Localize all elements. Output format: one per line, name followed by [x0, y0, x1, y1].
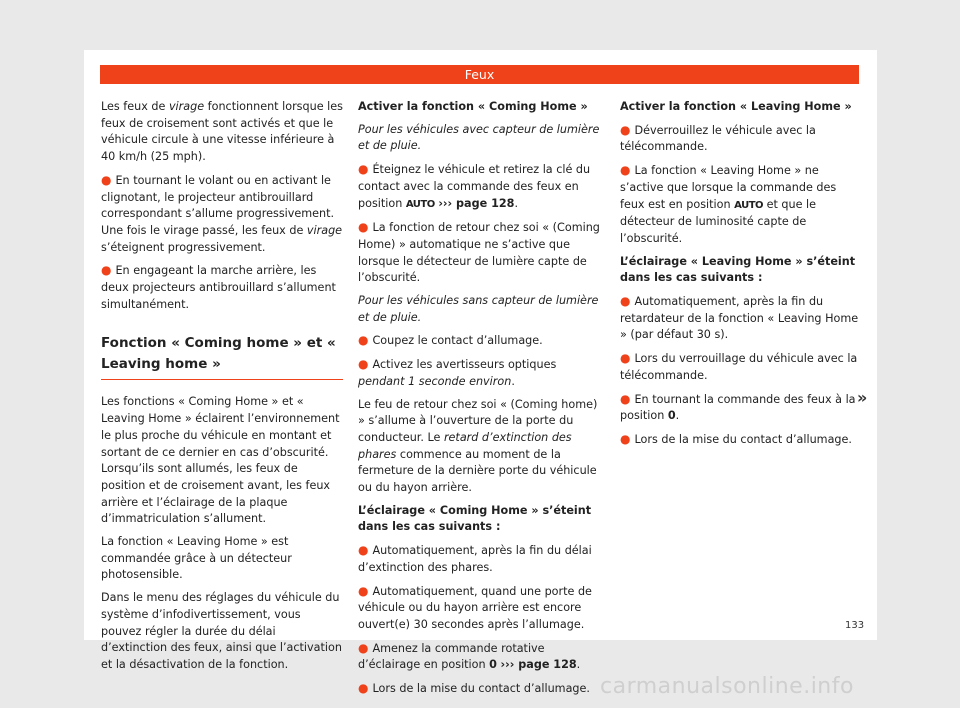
- column-3: [620, 99, 860, 455]
- list-item: ● Déverrouillez le véhicule avec la télécommande.: [620, 122, 816, 154]
- bullet-icon: ●: [620, 391, 631, 406]
- subheading: L’éclairage « Leaving Home » s’éteint dans les cas suivants :: [620, 254, 856, 285]
- column-1: [101, 99, 343, 680]
- bullet-icon: ●: [620, 122, 631, 137]
- column-2: [358, 99, 603, 704]
- page-reference-link[interactable]: ››› page 128: [500, 658, 577, 672]
- subheading: L’éclairage « Coming Home » s’éteint dans les cas suivants :: [358, 503, 592, 534]
- continue-marker: »: [857, 388, 868, 407]
- bullet-icon: ●: [358, 220, 369, 235]
- bullet-icon: ●: [101, 172, 112, 187]
- paragraph: Le feu de retour chez soi « (Coming home) » s’allume à l’ouverture de la porte du conducteur. Le retard d’extinction des phares commence au moment de la fermeture de la dernière porte du véhicule ou du hayon arrière.: [358, 397, 598, 495]
- bullet-icon: ●: [358, 357, 369, 372]
- list-item: ● Automatiquement, quand une porte de véhicule ou du hayon arrière est encore ouvert(e) 30 secondes après l’allumage.: [358, 583, 592, 631]
- bullet-icon: ●: [620, 351, 631, 366]
- paragraph: Les fonctions « Coming Home » et « Leaving Home » éclairent l’environnement le plus proche du véhicule en montant et sortant de ce dernier en cas d’obscurité. Lorsqu’ils sont allumés, les feux de position et de croisement avant, les feux arrière et l’éclairage de la plaque d’immatriculation s’allument.: [101, 395, 340, 526]
- intro-paragraph: Les feux de virage fonctionnent lorsque les feux de croisement sont activés et que le véhicule circule à une vitesse inférieure à 40 km/h (25 mph).: [101, 100, 343, 164]
- bullet-icon: ●: [358, 583, 369, 598]
- section-title: Fonction « Coming home » et « Leaving home »: [101, 333, 343, 380]
- list-item: ● Automatiquement, après la fin du retardateur de la fonction « Leaving Home » (par défaut 30 s).: [620, 294, 859, 342]
- subheading: Activer la fonction « Leaving Home »: [620, 100, 852, 113]
- light-off-icon: 0: [489, 658, 497, 672]
- list-item: ● En tournant la commande des feux à la position 0.: [620, 391, 856, 423]
- list-item: ● Amenez la commande rotative d’éclairage en position 0 ››› page 128.: [358, 640, 581, 672]
- list-item: ● En tournant le volant ou en activant le clignotant, le projecteur antibrouillard correspondant s’allume progressivement. Une fois le virage passé, les feux de virage s’éteignent progressivement.: [101, 172, 343, 254]
- bullet-icon: ●: [358, 162, 369, 177]
- paragraph: La fonction « Leaving Home » est commandée grâce à un détecteur photosensible.: [101, 535, 292, 582]
- subheading: Activer la fonction « Coming Home »: [358, 100, 588, 113]
- page-reference-link[interactable]: ››› page 128: [438, 196, 515, 210]
- bullet-icon: ●: [358, 681, 369, 696]
- list-item: ● La fonction « Leaving Home » ne s’active que lorsque la commande des feux est en position AUTO et que le détecteur de luminosité capte de l’obscurité.: [620, 163, 837, 245]
- bullet-icon: ●: [620, 431, 631, 446]
- bullet-icon: ●: [620, 163, 631, 178]
- list-item: ● Lors de la mise du contact d’allumage.: [358, 681, 590, 696]
- bullet-icon: ●: [358, 333, 369, 348]
- bullet-icon: ●: [358, 543, 369, 558]
- italic-note: Pour les véhicules sans capteur de lumière et de pluie.: [358, 294, 599, 324]
- bullet-icon: ●: [101, 263, 112, 278]
- watermark: carmanualsonline.info: [600, 674, 854, 699]
- paragraph: Dans le menu des réglages du véhicule du système d’infodivertissement, vous pouvez régler la durée du délai d’extinction des feux, ainsi que l’activation et la désactivation de la fonction.: [101, 591, 342, 671]
- list-item: ● Coupez le contact d’allumage.: [358, 333, 543, 348]
- list-item: ● Lors de la mise du contact d’allumage.: [620, 431, 852, 446]
- bullet-icon: ●: [358, 640, 369, 655]
- list-item: ● Automatiquement, après la fin du délai d’extinction des phares.: [358, 543, 592, 574]
- list-item: ● La fonction de retour chez soi « (Coming Home) » automatique ne s’active que lorsque le détecteur de lumière capte de l’obscurité.: [358, 220, 600, 285]
- auto-light-icon: AUTO: [734, 199, 764, 211]
- page-number: 133: [845, 620, 865, 631]
- section-header: Feux: [100, 65, 859, 84]
- bullet-icon: ●: [620, 294, 631, 309]
- list-item: ● Éteignez le véhicule et retirez la clé du contact avec la commande des feux en position AUTO ››› page 128.: [358, 162, 591, 210]
- auto-light-icon: AUTO: [405, 198, 435, 210]
- list-item: ● Lors du verrouillage du véhicule avec la télécommande.: [620, 351, 858, 382]
- list-item: ● Activez les avertisseurs optiques pendant 1 seconde environ.: [358, 357, 557, 388]
- italic-note: Pour les véhicules avec capteur de lumière et de pluie.: [358, 122, 600, 153]
- list-item: ● En engageant la marche arrière, les deux projecteurs antibrouillard s’allument simultanément.: [101, 263, 336, 311]
- light-off-icon: 0: [667, 409, 676, 423]
